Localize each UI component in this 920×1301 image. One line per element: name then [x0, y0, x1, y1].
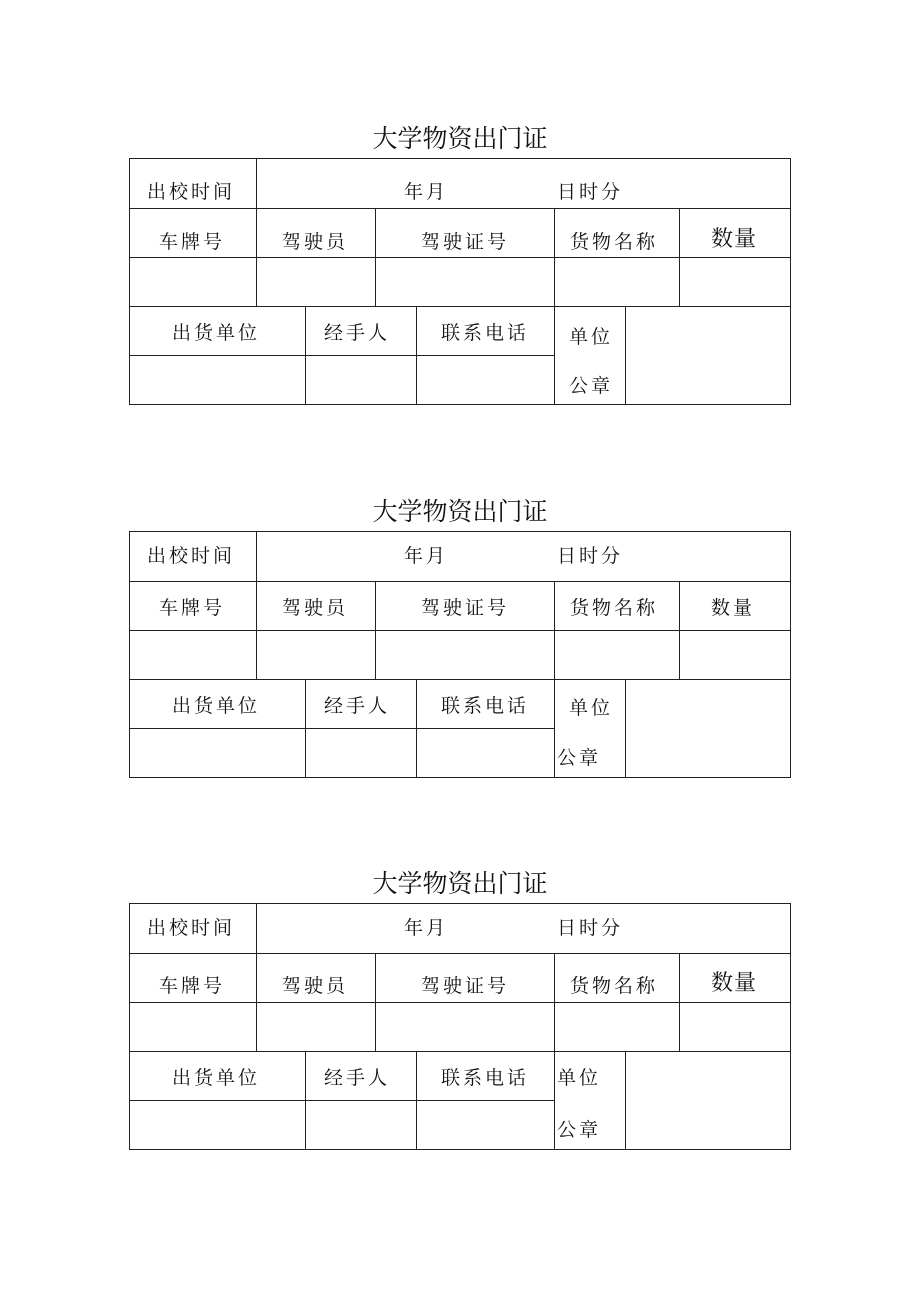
- phone-label: 联系电话: [441, 695, 530, 717]
- seal-label-1: 单位: [569, 326, 614, 348]
- year-month-label: 年月: [404, 545, 449, 567]
- license-label: 驾驶证号: [421, 231, 510, 253]
- goods-label: 货物名称: [570, 975, 659, 997]
- seal-label-1: 单位: [557, 1067, 602, 1089]
- plate-label: 车牌号: [159, 231, 226, 253]
- handler-label: 经手人: [324, 322, 391, 344]
- unit-label: 出货单位: [172, 1067, 261, 1089]
- handler-label: 经手人: [324, 1067, 391, 1089]
- seal-label-2: 公章: [557, 747, 602, 769]
- driver-label: 驾驶员: [282, 975, 349, 997]
- handler-label: 经手人: [324, 695, 391, 717]
- seal-label-2: 公章: [569, 375, 614, 397]
- seal-label-1: 单位: [569, 697, 614, 719]
- unit-label: 出货单位: [172, 322, 261, 344]
- year-month-label: 年月: [404, 181, 449, 203]
- phone-label: 联系电话: [441, 322, 530, 344]
- form-grid: [129, 158, 791, 406]
- unit-label: 出货单位: [172, 695, 261, 717]
- form-title: 大学物资出门证: [372, 124, 548, 153]
- qty-label: 数量: [711, 971, 758, 996]
- plate-label: 车牌号: [159, 597, 226, 619]
- day-time-label: 日时分: [557, 917, 624, 939]
- plate-label: 车牌号: [159, 975, 226, 997]
- form-title: 大学物资出门证: [372, 869, 548, 898]
- license-label: 驾驶证号: [421, 597, 510, 619]
- year-month-label: 年月: [404, 917, 449, 939]
- seal-label-2: 公章: [557, 1119, 602, 1141]
- day-time-label: 日时分: [557, 545, 624, 567]
- qty-label: 数量: [711, 227, 758, 252]
- driver-label: 驾驶员: [282, 231, 349, 253]
- phone-label: 联系电话: [441, 1067, 530, 1089]
- form-grid: [129, 903, 791, 1151]
- time-label: 出校时间: [147, 917, 236, 939]
- day-time-label: 日时分: [557, 181, 624, 203]
- time-label: 出校时间: [147, 181, 236, 203]
- form-grid: [129, 531, 791, 779]
- license-label: 驾驶证号: [421, 975, 510, 997]
- driver-label: 驾驶员: [282, 597, 349, 619]
- time-label: 出校时间: [147, 545, 236, 567]
- form-title: 大学物资出门证: [372, 497, 548, 526]
- goods-label: 货物名称: [570, 597, 659, 619]
- qty-label: 数量: [711, 597, 756, 619]
- goods-label: 货物名称: [570, 231, 659, 253]
